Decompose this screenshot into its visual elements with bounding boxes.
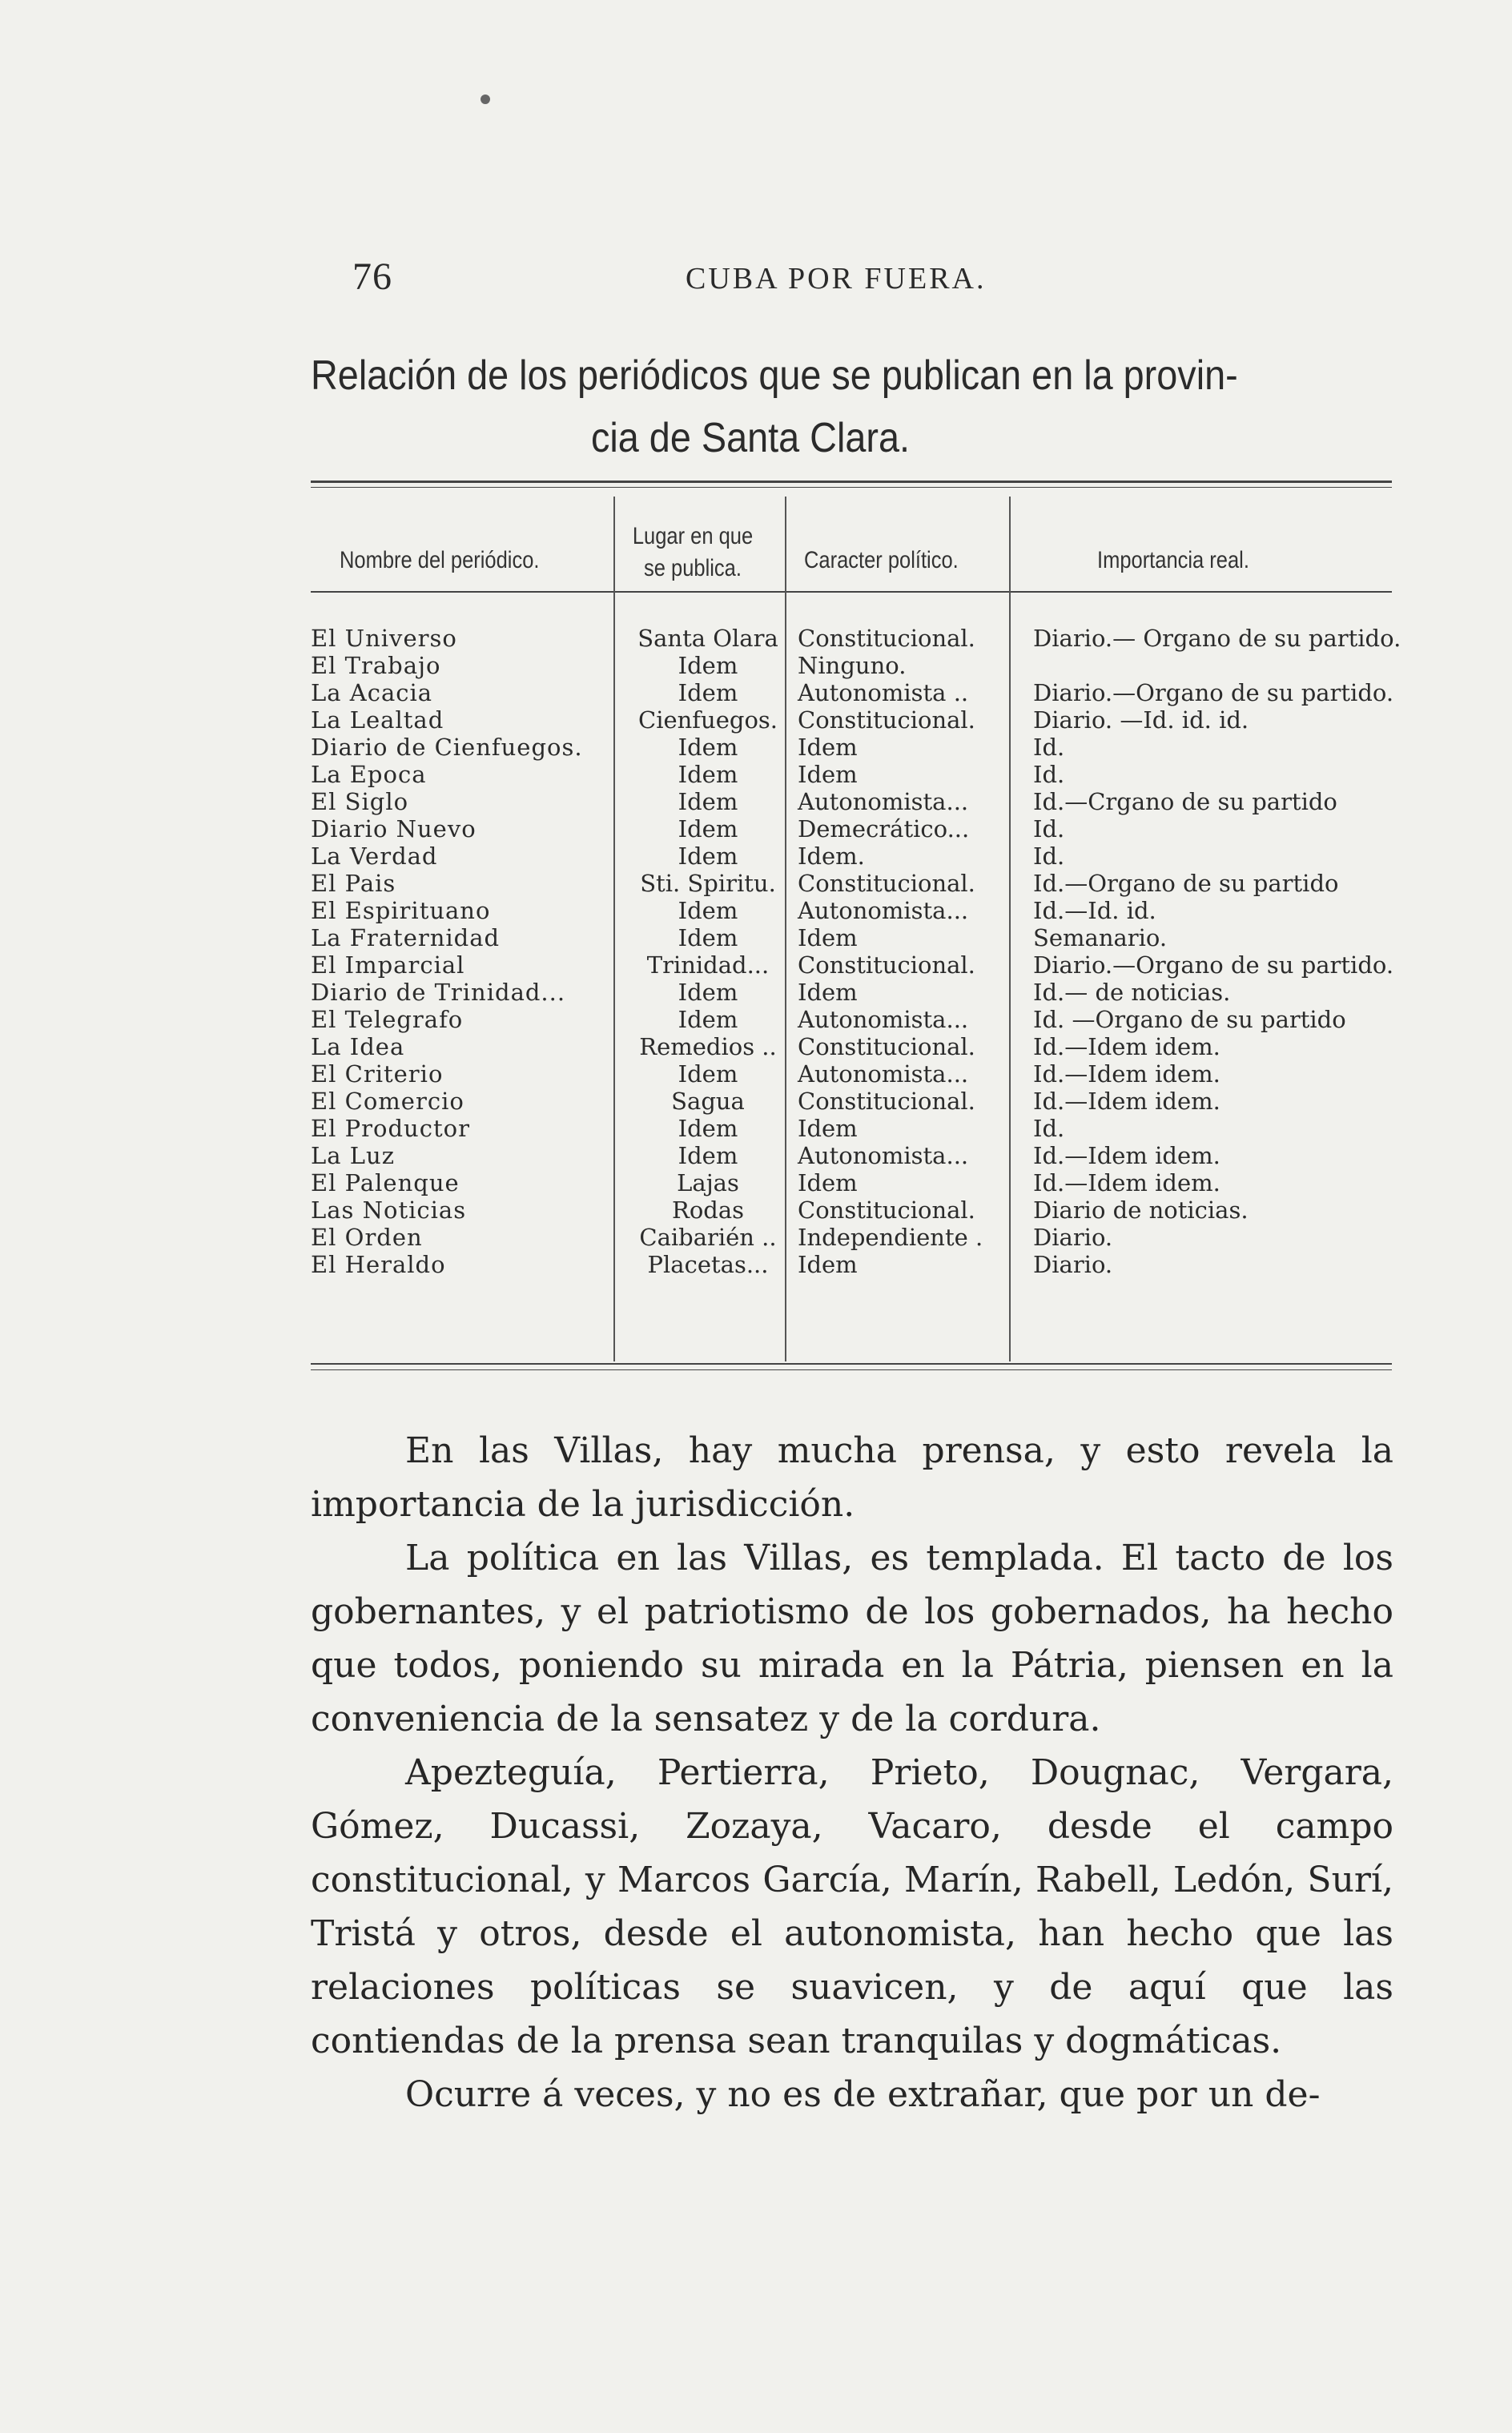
cell-importance: Id.— de noticias. — [1033, 979, 1231, 1006]
table-bottom-rule-thin — [311, 1369, 1392, 1370]
cell-place: Caibarién .. — [639, 1224, 777, 1251]
table-row — [311, 815, 1409, 843]
cell-importance: Diario. — [1033, 1251, 1113, 1278]
cell-name: El Comercio — [311, 1088, 464, 1115]
cell-character: Idem — [798, 734, 858, 761]
table-row — [311, 1060, 1409, 1088]
cell-character: Constitucional. — [798, 870, 975, 897]
table-row — [311, 788, 1409, 815]
table-row — [311, 652, 1409, 679]
paragraph: En las Villas, hay mucha prensa, y esto revela la importancia de la jurisdicción. — [311, 1430, 1393, 1525]
cell-importance: Diario.—Organo de su partido. — [1033, 951, 1394, 979]
header-rule — [311, 591, 1392, 593]
table-row — [311, 1251, 1409, 1278]
cell-place: Idem — [678, 1006, 738, 1033]
cell-name: El Heraldo — [311, 1251, 446, 1278]
page-number: 76 — [352, 255, 392, 298]
table-row — [311, 734, 1409, 761]
page-header — [0, 255, 1512, 296]
table-row — [311, 1088, 1409, 1115]
cell-place: Idem — [678, 734, 738, 761]
paragraph: La política en las Villas, es templada. El tacto de los gobernantes, y el patriotismo de los gobernados, ha hecho que todos, poniendo su mirada en la Pátria, piensen en la conveniencia de la sensatez y de la cordura. — [311, 1538, 1393, 1739]
cell-character: Constitucional. — [798, 951, 975, 979]
table-row — [311, 897, 1409, 924]
cell-importance: Id. — [1033, 761, 1065, 788]
table-row — [311, 843, 1409, 870]
cell-importance — [1027, 652, 1409, 679]
cell-importance: Diario.— Organo de su partido. — [1033, 625, 1401, 652]
cell-place: Lajas — [677, 1169, 739, 1196]
cell-name: Diario Nuevo — [311, 815, 477, 843]
table-top-rule — [311, 481, 1392, 483]
section-title-line2: cia de Santa Clara. — [590, 415, 911, 461]
cell-character: Constitucional. — [798, 1196, 975, 1224]
table-row — [311, 979, 1409, 1006]
cell-name: La Idea — [311, 1033, 405, 1060]
cell-place: Idem — [678, 652, 738, 679]
table-row — [311, 1224, 1409, 1251]
cell-name: La Luz — [311, 1142, 395, 1169]
table-row — [311, 761, 1409, 788]
paragraph: Ocurre á veces, y no es de extrañar, que por un de- — [405, 2074, 1321, 2115]
cell-character: Autonomista... — [798, 1006, 969, 1033]
cell-importance: Id. — [1033, 734, 1065, 761]
column-head-importance — [1097, 545, 1249, 577]
table-row — [311, 924, 1409, 951]
cell-place: Rodas — [671, 1196, 745, 1224]
cell-importance: Id. — [1033, 1115, 1065, 1142]
column-head-place-line2: se publica. — [644, 555, 742, 581]
running-head: CUBA POR FUERA. — [686, 262, 987, 296]
cell-place: Idem — [678, 761, 738, 788]
cell-name: Diario de Trinidad... — [311, 979, 566, 1006]
cell-character: Idem — [798, 1115, 858, 1142]
paragraph: Apezteguía, Pertierra, Prieto, Dougnac, Vergara, Gómez, Ducassi, Zozaya, Vacaro, desde el campo constitucional, y Marcos García, Marín, Rabell, Ledón, Surí, Tristá y otros, desde el autonomista, han hecho que las relaciones políticas se suavicen, y de aquí que las contiendas de la prensa sean tranquilas y dogmáticas. — [311, 1752, 1393, 2061]
column-head-character — [804, 545, 959, 577]
column-head-character-text: Caracter político. — [804, 547, 959, 573]
cell-name: El Telegrafo — [311, 1006, 464, 1033]
table-top-rule-thin — [311, 487, 1392, 488]
table-row — [311, 1033, 1409, 1060]
column-head-name-text: Nombre del periódico. — [340, 547, 540, 573]
cell-place: Idem — [678, 979, 738, 1006]
cell-name: La Epoca — [311, 761, 427, 788]
cell-place: Idem — [678, 815, 738, 843]
table-row — [311, 951, 1409, 979]
table-row — [311, 1169, 1409, 1196]
table-bottom-rule — [311, 1363, 1392, 1365]
cell-name: El Pais — [311, 870, 396, 897]
cell-character: Constitucional. — [798, 625, 975, 652]
cell-importance: Id.—Id. id. — [1033, 897, 1156, 924]
cell-name: El Imparcial — [311, 951, 465, 979]
cell-place: Idem — [678, 924, 738, 951]
cell-character: Autonomista .. — [798, 679, 969, 706]
cell-name: La Acacia — [311, 679, 433, 706]
cell-character: Constitucional. — [798, 706, 975, 734]
cell-importance: Diario.—Organo de su partido. — [1033, 679, 1394, 706]
cell-character: Idem. — [798, 843, 865, 870]
cell-importance: Diario de noticias. — [1033, 1196, 1249, 1224]
cell-character: Idem — [798, 1169, 858, 1196]
cell-name: El Trabajo — [311, 652, 441, 679]
cell-character: Independiente . — [798, 1224, 983, 1251]
cell-place: Idem — [678, 843, 738, 870]
cell-importance: Id.—Idem idem. — [1033, 1169, 1220, 1196]
column-head-place-line1: Lugar en que — [632, 523, 754, 549]
table-row — [311, 679, 1409, 706]
cell-name: La Fraternidad — [311, 924, 501, 951]
cell-name: La Verdad — [311, 843, 438, 870]
table-row — [311, 870, 1409, 897]
table-row — [311, 1006, 1409, 1033]
cell-place: Cienfuegos. — [638, 706, 778, 734]
cell-importance: Semanario. — [1033, 924, 1168, 951]
cell-name: El Orden — [311, 1224, 423, 1251]
cell-place: Idem — [678, 1115, 738, 1142]
cell-character: Constitucional. — [798, 1088, 975, 1115]
cell-importance: Id.—Idem idem. — [1033, 1033, 1220, 1060]
cell-importance: Id. — [1033, 843, 1065, 870]
cell-character: Idem — [798, 979, 858, 1006]
cell-place: Idem — [678, 1142, 738, 1169]
cell-character: Autonomista... — [798, 788, 969, 815]
cell-character: Idem — [798, 1251, 858, 1278]
cell-place: Idem — [678, 788, 738, 815]
cell-place: Sti. Spiritu. — [640, 870, 776, 897]
cell-place: Santa Olara — [637, 625, 778, 652]
ink-speck — [481, 95, 490, 104]
cell-character: Idem — [798, 761, 858, 788]
section-title — [311, 344, 1291, 469]
cell-name: El Espirituano — [311, 897, 491, 924]
table-row — [311, 706, 1409, 734]
cell-place: Idem — [678, 1060, 738, 1088]
cell-importance: Diario. — [1033, 1224, 1113, 1251]
cell-importance: Id.—Idem idem. — [1033, 1088, 1220, 1115]
cell-character: Autonomista... — [798, 1142, 969, 1169]
table-row — [311, 1115, 1409, 1142]
cell-place: Idem — [678, 679, 738, 706]
cell-place: Trinidad... — [646, 951, 770, 979]
column-head-name — [340, 545, 539, 577]
body-text — [311, 1424, 1393, 2121]
cell-name: El Criterio — [311, 1060, 444, 1088]
cell-name: Las Noticias — [311, 1196, 467, 1224]
cell-character: Autonomista... — [798, 1060, 969, 1088]
cell-importance: Id.—Crgano de su partido — [1033, 788, 1337, 815]
cell-character: Idem — [798, 924, 858, 951]
cell-importance: Id.—Idem idem. — [1033, 1142, 1220, 1169]
table-row — [311, 1196, 1409, 1224]
cell-name: El Universo — [311, 625, 457, 652]
column-head-place — [625, 521, 761, 585]
cell-importance: Id.—Idem idem. — [1033, 1060, 1220, 1088]
table-row — [311, 625, 1409, 652]
section-title-line1: Relación de los periódicos que se publican en la provin- — [311, 352, 1238, 399]
table-row — [311, 1142, 1409, 1169]
periodicals-table-body — [311, 625, 1409, 1278]
cell-name: La Lealtad — [311, 706, 444, 734]
cell-name: Diario de Cienfuegos. — [311, 734, 583, 761]
cell-place: Remedios .. — [639, 1033, 777, 1060]
cell-importance: Id.—Organo de su partido — [1033, 870, 1339, 897]
cell-character: Demecrático... — [798, 815, 970, 843]
column-head-importance-text: Importancia real. — [1097, 547, 1249, 573]
cell-importance: Diario. —Id. id. id. — [1033, 706, 1249, 734]
cell-name: El Siglo — [311, 788, 409, 815]
cell-character: Constitucional. — [798, 1033, 975, 1060]
cell-importance: Id. — [1033, 815, 1065, 843]
cell-place: Sagua — [671, 1088, 745, 1115]
cell-place: Idem — [678, 897, 738, 924]
cell-character: Ninguno. — [798, 652, 907, 679]
cell-name: El Palenque — [311, 1169, 460, 1196]
periodicals-table — [311, 625, 1409, 1278]
cell-name: El Productor — [311, 1115, 470, 1142]
cell-character: Autonomista... — [798, 897, 969, 924]
cell-importance: Id. —Organo de su partido — [1033, 1006, 1346, 1033]
cell-place: Placetas... — [647, 1251, 769, 1278]
